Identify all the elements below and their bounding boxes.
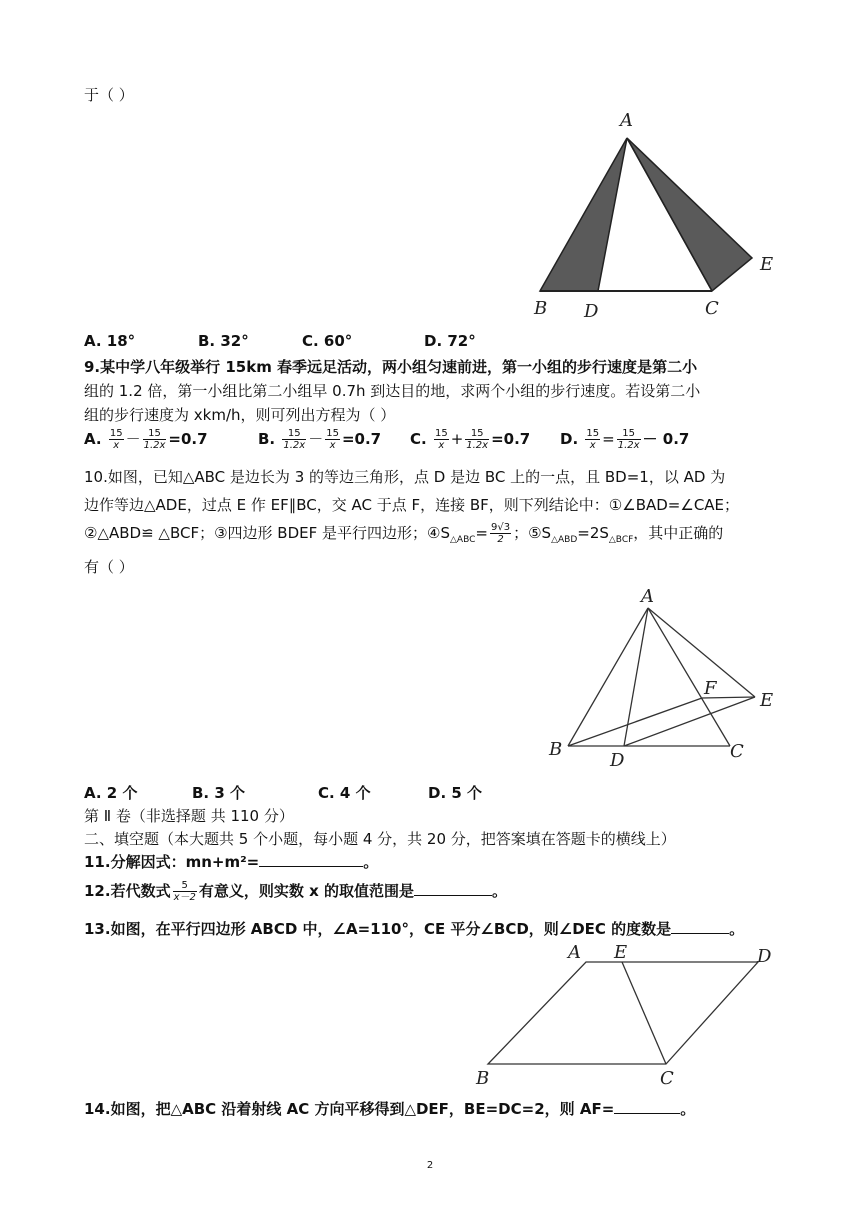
q9-option-c: C. $\frac{15}{x}$ + $\frac{15}{1.2x}$ =0.7	[410, 428, 531, 451]
q10-option-d: D. 5 个	[428, 784, 483, 802]
q11-answer-blank	[259, 866, 363, 867]
shaded-triangle-ace	[627, 138, 752, 291]
q9-line-2: 组的 1.2 倍，第一小组比第二小组早 0.7h 到达目的地，求两个小组的步行速度。若设第二小	[84, 382, 701, 400]
label-C: C	[705, 298, 719, 319]
q10-line-1: 10.如图，已知△ABC 是边长为 3 的等边三角形，点 D 是边 BC 上的一点，且 BD=1，以 AD 为	[84, 468, 726, 486]
q8-stem-tail: 于（ ）	[84, 86, 134, 104]
label-A: A	[641, 586, 654, 607]
q8-option-d: D. 72°	[424, 332, 476, 350]
q13-line: 13.如图，在平行四边形 ABCD 中，∠A=110°，CE 平分∠BCD，则∠DEC 的度数是 。	[84, 920, 745, 938]
q9-option-d: D. $\frac{15}{x}$ = $\frac{15}{1.2x}$ － 0.7	[560, 428, 690, 451]
q10-option-b: B. 3 个	[192, 784, 246, 802]
label-E: E	[760, 690, 774, 711]
q8-option-c: C. 60°	[302, 332, 353, 350]
q9-line-1: 9.某中学八年级举行 15km 春季远足活动，两小组匀速前进，第一小组的步行速度是第二小	[84, 358, 698, 376]
q10-triangle-figure	[540, 584, 790, 774]
label-B: B	[534, 298, 548, 319]
q12-answer-blank	[414, 895, 492, 896]
shaded-triangle-abd	[540, 138, 627, 291]
section-title: 第 Ⅱ 卷（非选择题 共 110 分）	[84, 807, 294, 825]
label-D: D	[584, 301, 599, 322]
label-D: D	[610, 750, 625, 771]
q12-line: 12.若代数式 $\frac{5}{x-2}$ 有意义，则实数 x 的取值范围是 。	[84, 880, 507, 903]
label-A: A	[620, 110, 633, 131]
label-B: B	[476, 1068, 490, 1089]
label-D: D	[757, 946, 772, 967]
label-E: E	[760, 254, 774, 275]
label-B: B	[549, 739, 563, 760]
q9-option-b: B. $\frac{15}{1.2x}$ － $\frac{15}{x}$ =0.7	[258, 428, 382, 451]
label-C: C	[660, 1068, 674, 1089]
q10-line-2: 边作等边△ADE，过点 E 作 EF∥BC，交 AC 于点 F，连接 BF，则下列结论中：①∠BAD=∠CAE；	[84, 496, 740, 514]
section-heading: 二、填空题（本大题共 5 个小题，每小题 4 分，共 20 分，把答案填在答题卡的横线上）	[84, 830, 676, 848]
q14-answer-blank	[614, 1113, 680, 1114]
q14-line: 14.如图，把△ABC 沿着射线 AC 方向平移得到△DEF，BE=DC=2，则 AF= 。	[84, 1100, 696, 1118]
label-F: F	[704, 678, 717, 699]
q10-line-4: 有（ ）	[84, 558, 134, 576]
q10-option-a: A. 2 个	[84, 784, 138, 802]
q10-line-3: ②△ABD≌ △BCF；③四边形 BDEF 是平行四边形；$④S_{\triangle ABC}=$ $\frac{9√3}{2}$ ；$⑤S_{\triangle ABD}=2S_{\triangle BCF}$，其中正确的	[84, 522, 724, 545]
q9-line-3: 组的步行速度为 xkm/h，则可列出方程为（ ）	[84, 406, 396, 424]
q10-option-c: C. 4 个	[318, 784, 371, 802]
q8-option-b: B. 32°	[198, 332, 249, 350]
q8-option-a: A. 18°	[84, 332, 136, 350]
label-E: E	[614, 942, 628, 963]
label-A: A	[568, 942, 581, 963]
q9-option-a: A. $\frac{15}{x}$ － $\frac{15}{1.2x}$ =0.7	[84, 428, 208, 451]
q13-parallelogram-figure	[470, 940, 780, 1090]
page-number: 2	[426, 1160, 434, 1171]
q13-answer-blank	[671, 933, 729, 934]
q8-triangle-figure	[520, 108, 790, 323]
label-C: C	[730, 741, 744, 762]
q11-line: 11.分解因式：mn+m²= 。	[84, 853, 379, 871]
